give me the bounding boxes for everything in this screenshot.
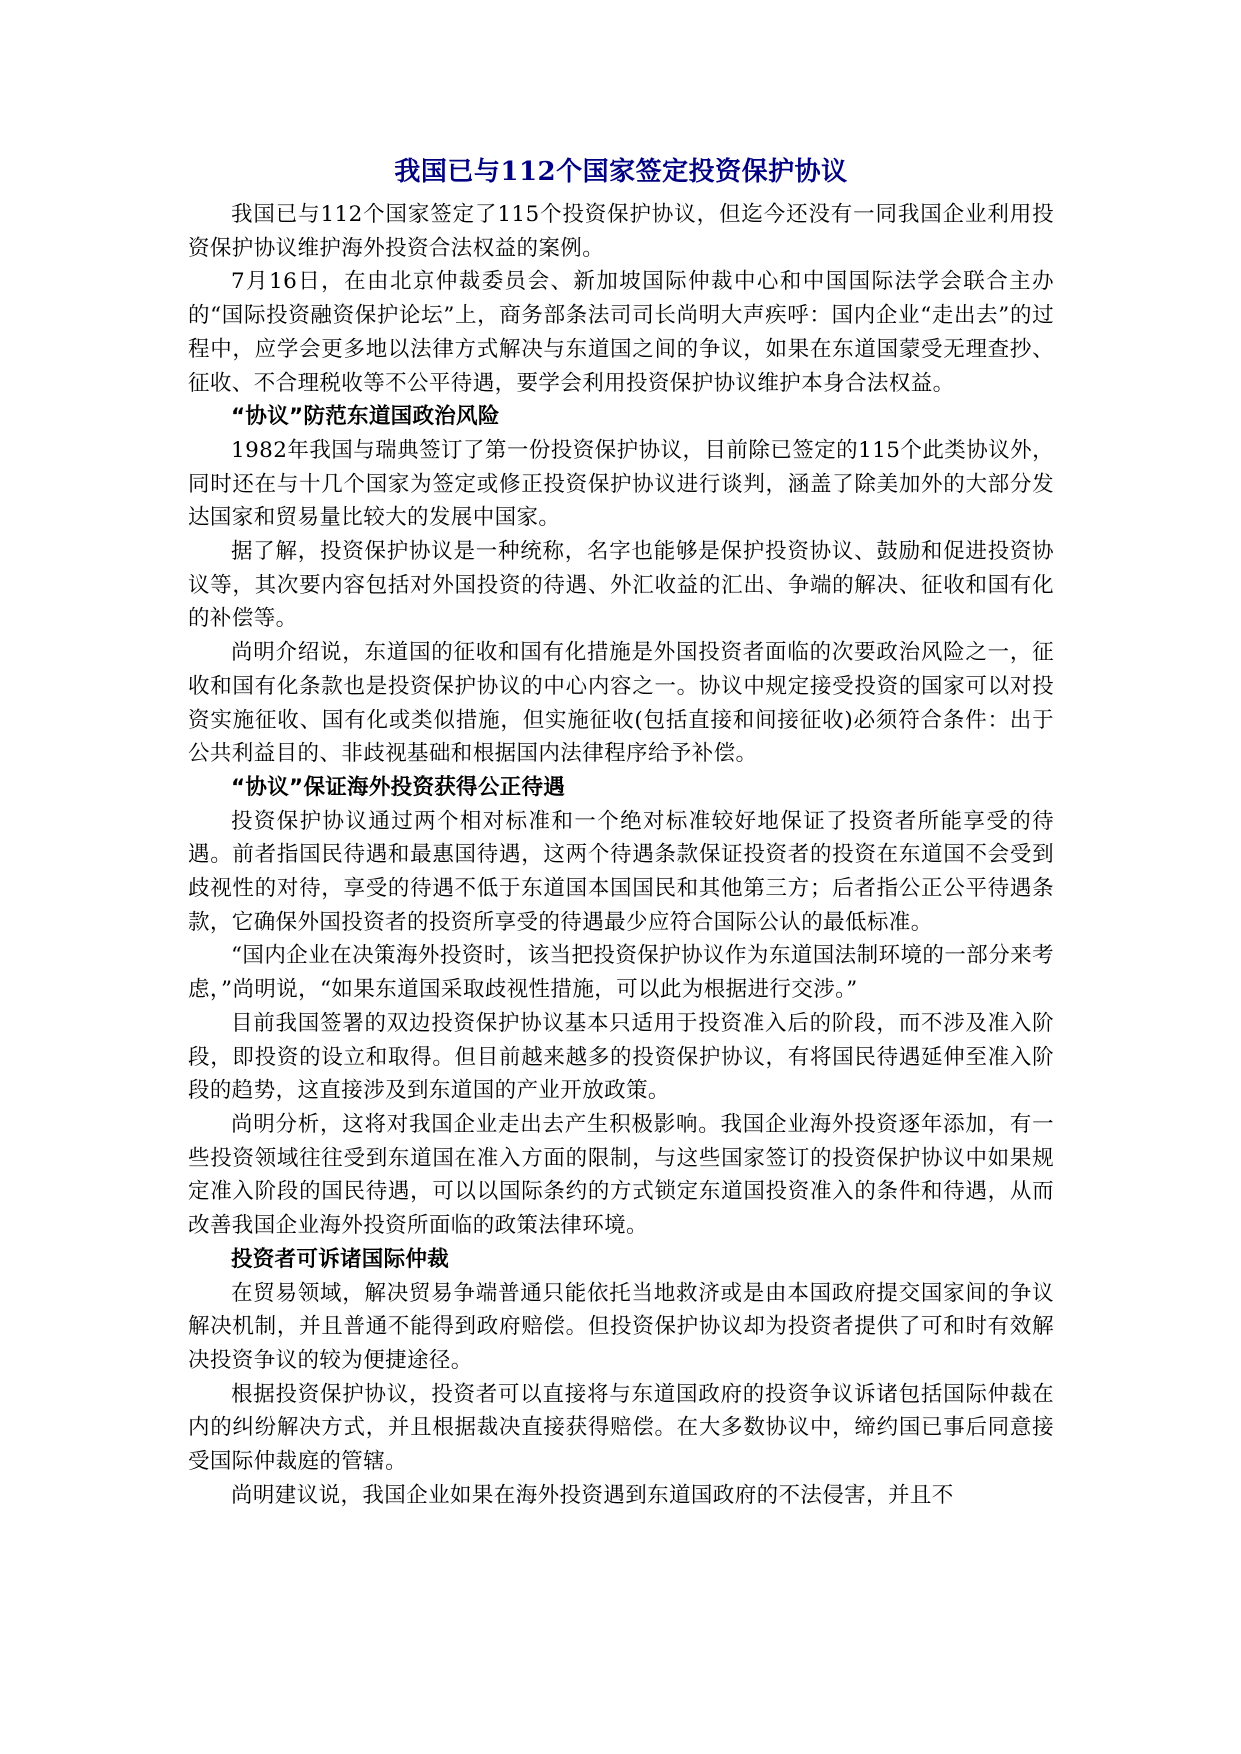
- paragraph: 我国已与112个国家签定了115个投资保护协议，但迄今还没有一同我国企业利用投资保护协议维护海外投资合法权益的案例。: [188, 202, 1054, 261]
- paragraph: 尚明分析，这将对我国企业走出去产生积极影响。我国企业海外投资逐年添加，有一些投资领域往往受到东道国在准入方面的限制，与这些国家签订的投资保护协议中如果规定准入阶段的国民待遇，可以以国际条约的方式锁定东道国投资准入的条件和待遇，从而改善我国企业海外投资所面临的政策法律环境。: [188, 1111, 1054, 1239]
- section-heading: 投资者可诉诸国际仲裁: [231, 1246, 450, 1272]
- section-heading: “协议”保证海外投资获得公正待遇: [231, 774, 566, 800]
- paragraph: 1982年我国与瑞典签订了第一份投资保护协议，目前除已签定的115个此类协议外，同时还在与十几个国家为签定或修正投资保护协议进行谈判，涵盖了除美加外的大部分发达国家和贸易量比较大的发展中国家。: [188, 437, 1054, 531]
- paragraph: 根据投资保护协议，投资者可以直接将与东道国政府的投资争议诉诸包括国际仲裁在内的纠纷解决方式，并且根据裁决直接获得赔偿。在大多数协议中，缔约国已事后同意接受国际仲裁庭的管辖。: [188, 1381, 1054, 1475]
- paragraph: 尚明建议说，我国企业如果在海外投资遇到东道国政府的不法侵害，并且不: [231, 1482, 954, 1508]
- paragraph: 投资保护协议通过两个相对标准和一个绝对标准较好地保证了投资者所能享受的待遇。前者指国民待遇和最惠国待遇，这两个待遇条款保证投资者的投资在东道国不会受到歧视性的对待，享受的待遇不低于东道国本国国民和其他第三方；后者指公正公平待遇条款，它确保外国投资者的投资所享受的待遇最少应符合国际公认的最低标准。: [188, 808, 1054, 935]
- paragraph: 目前我国签署的双边投资保护协议基本只适用于投资准入后的阶段，而不涉及准入阶段，即投资的设立和取得。但目前越来越多的投资保护协议，有将国民待遇延伸至准入阶段的趋势，这直接涉及到东道国的产业开放政策。: [188, 1010, 1054, 1104]
- section-heading: “协议”防范东道国政治风险: [231, 404, 500, 430]
- paragraph: 在贸易领域，解决贸易争端普通只能依托当地救济或是由本国政府提交国家间的争议解决机制，并且普通不能得到政府赔偿。但投资保护协议却为投资者提供了可和时有效解决投资争议的较为便捷途径。: [188, 1280, 1054, 1373]
- paragraph: 7月16日，在由北京仲裁委员会、新加坡国际仲裁中心和中国国际法学会联合主办的“国际投资融资保护论坛”上，商务部条法司司长尚明大声疾呼：国内企业“走出去”的过程中，应学会更多地以法律方式解决与东道国之间的争议，如果在东道国蒙受无理查抄、征收、不合理税收等不公平待遇，要学会利用投资保护协议维护本身合法权益。: [188, 269, 1054, 396]
- document-title: 我国已与112个国家签定投资保护协议: [394, 157, 848, 187]
- paragraph: “国内企业在决策海外投资时，该当把投资保护协议作为东道国法制环境的一部分来考虑，”尚明说，“如果东道国采取歧视性措施，可以此为根据进行交涉。”: [188, 943, 1054, 1003]
- paragraph: 尚明介绍说，东道国的征收和国有化措施是外国投资者面临的次要政治风险之一，征收和国有化条款也是投资保护协议的中心内容之一。协议中规定接受投资的国家可以对投资实施征收、国有化或类似措施，但实施征收(包括直接和间接征收)必须符合条件：出于公共利益目的、非歧视基础和根据国内法律程序给予补偿。: [188, 640, 1054, 767]
- paragraph: 据了解，投资保护协议是一种统称，名字也能够是保护投资协议、鼓励和促进投资协议等，其次要内容包括对外国投资的待遇、外汇收益的汇出、争端的解决、征收和国有化的补偿等。: [188, 539, 1054, 632]
- document-page: [188, 150, 1054, 1512]
